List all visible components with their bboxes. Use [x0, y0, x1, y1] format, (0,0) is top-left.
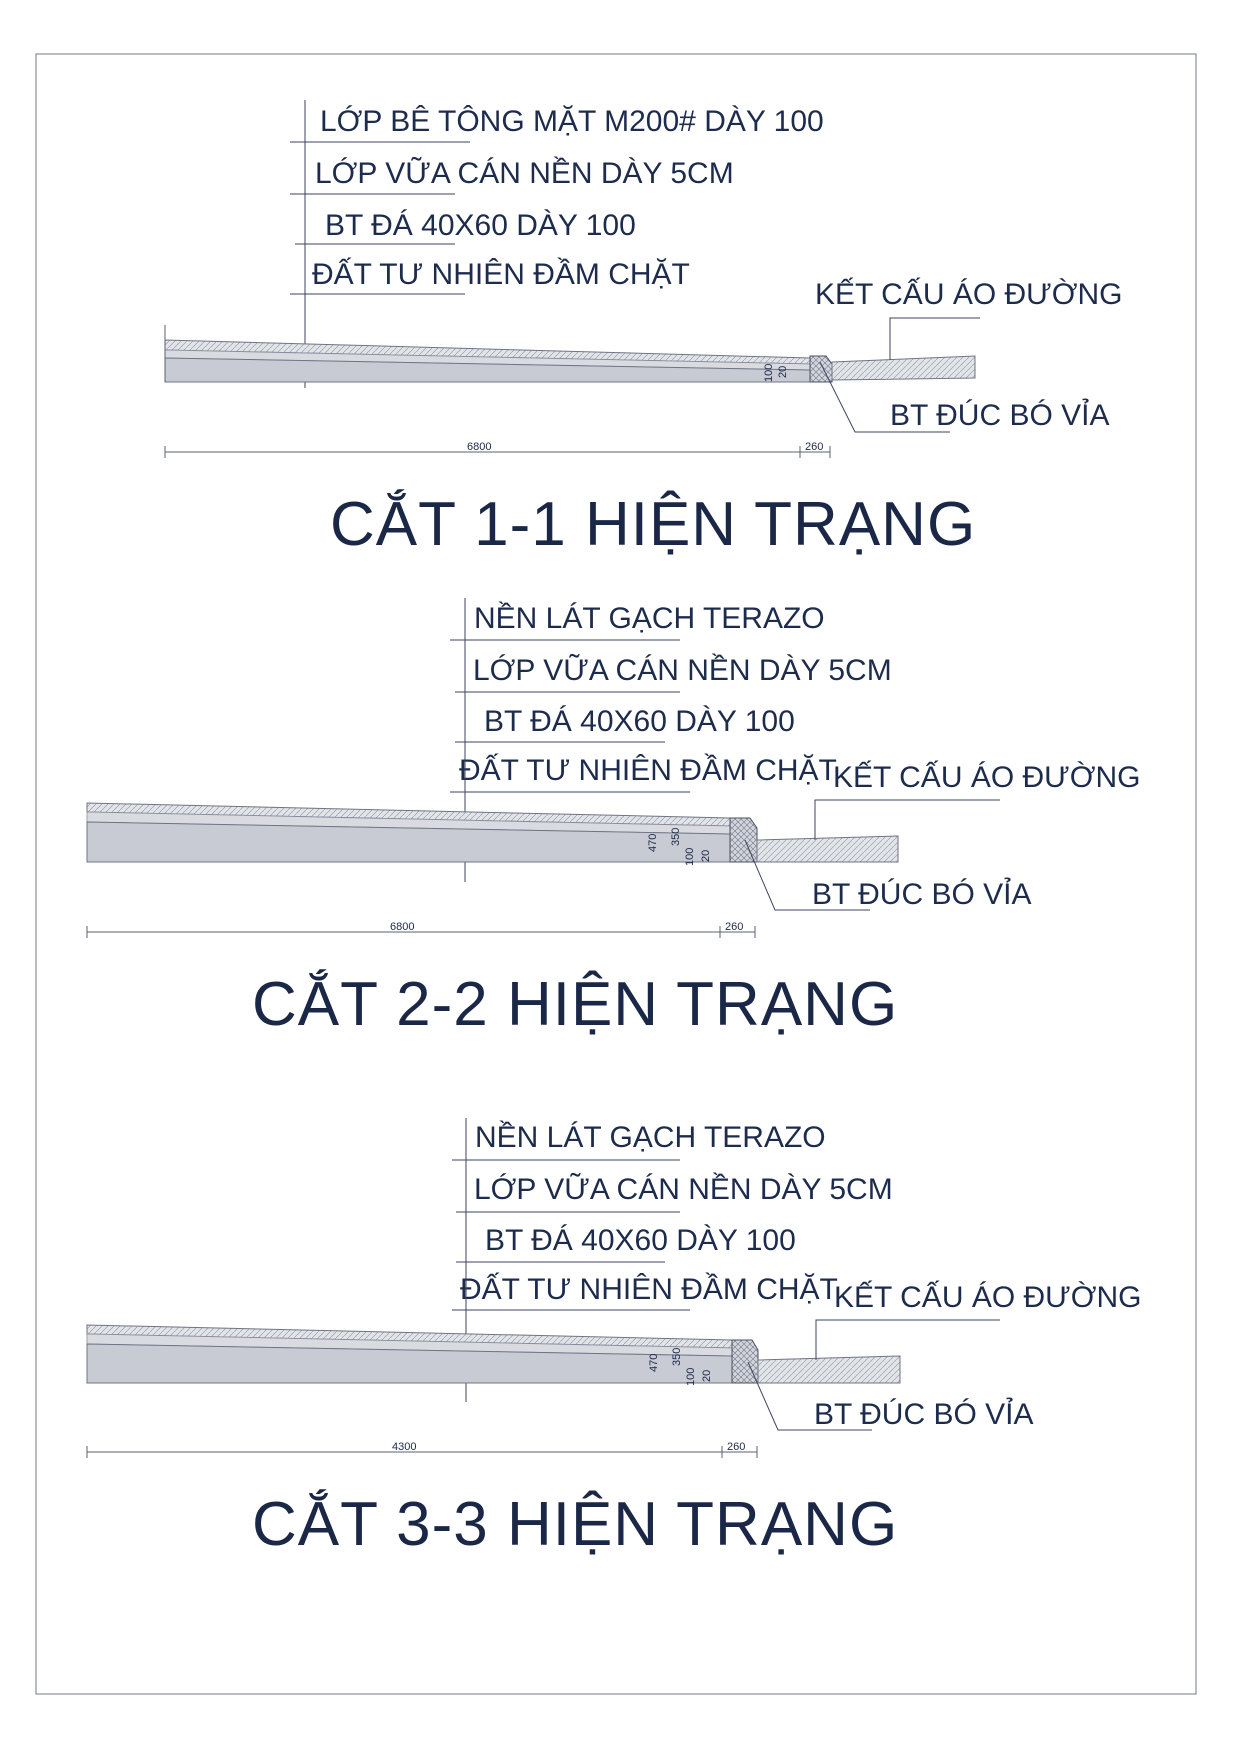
- road-structure-label: KẾT CẤU ÁO ĐƯỜNG: [815, 278, 1123, 311]
- layer-label: NỀN LÁT GẠCH TERAZO: [475, 1121, 826, 1154]
- road-structure-label: KẾT CẤU ÁO ĐƯỜNG: [834, 1281, 1142, 1314]
- road-leader: [890, 318, 980, 360]
- dimension-text: 6800: [390, 921, 415, 933]
- curb-label: BT ĐÚC BÓ VỈA: [890, 399, 1110, 432]
- dimension-line: [87, 1446, 757, 1458]
- layer-label: ĐẤT TƯ NHIÊN ĐẦM CHẶT: [460, 1273, 838, 1306]
- dimension-text: 6800: [467, 441, 492, 453]
- layer-label: BT ĐÁ 40X60 DÀY 100: [325, 209, 636, 242]
- section-3-3: [87, 1118, 1142, 1559]
- dimension-text: 260: [727, 1441, 746, 1453]
- road-pavement: [757, 836, 898, 862]
- dimension-text: 260: [805, 441, 824, 453]
- curb-label: BT ĐÚC BÓ VỈA: [812, 878, 1032, 911]
- section-1-1: [165, 100, 1123, 559]
- vertical-dimension: 470: [648, 1353, 660, 1372]
- section-title: CẮT 2-2 HIỆN TRẠNG: [252, 970, 899, 1039]
- vertical-dimension: 350: [670, 827, 682, 846]
- layer-label: LỚP BÊ TÔNG MẶT M200# DÀY 100: [320, 105, 824, 138]
- curb: [730, 818, 757, 862]
- layer-label: BT ĐÁ 40X60 DÀY 100: [484, 705, 795, 738]
- layer-label: LỚP VỮA CÁN NỀN DÀY 5CM: [474, 1173, 893, 1206]
- road-pavement: [758, 1356, 900, 1383]
- dimension-line: [87, 926, 755, 938]
- vertical-dimension: 350: [671, 1347, 683, 1366]
- section-title: CẮT 3-3 HIỆN TRẠNG: [252, 1490, 899, 1559]
- vertical-dimension: 100: [684, 847, 696, 866]
- road-leader: [815, 800, 1000, 840]
- dimension-text: 4300: [392, 1441, 417, 1453]
- layer-label: LỚP VỮA CÁN NỀN DÀY 5CM: [473, 654, 892, 687]
- vertical-dimension: 100: [685, 1367, 697, 1386]
- road-pavement: [832, 356, 975, 380]
- section-title: CẮT 1-1 HIỆN TRẠNG: [330, 490, 977, 559]
- layer-label: ĐẤT TƯ NHIÊN ĐẦM CHẶT: [459, 754, 837, 787]
- layer-label: ĐẤT TƯ NHIÊN ĐẦM CHẶT: [312, 258, 690, 291]
- dimension-line: [165, 446, 830, 458]
- road-structure-label: KẾT CẤU ÁO ĐƯỜNG: [833, 761, 1141, 794]
- vertical-dimension: 470: [647, 833, 659, 852]
- vertical-dimension: 20: [700, 849, 712, 862]
- vertical-dimension: 100: [763, 363, 775, 382]
- road-leader: [816, 1320, 1000, 1360]
- vertical-dimension: 20: [777, 365, 789, 378]
- curb: [810, 356, 832, 382]
- layer-label: BT ĐÁ 40X60 DÀY 100: [485, 1224, 796, 1257]
- dimension-text: 260: [725, 921, 744, 933]
- section-2-2: [87, 598, 1141, 1039]
- curb-label: BT ĐÚC BÓ VỈA: [814, 1398, 1034, 1431]
- vertical-dimension: 20: [701, 1369, 713, 1382]
- layer-label: NỀN LÁT GẠCH TERAZO: [474, 602, 825, 635]
- layer-label: LỚP VỮA CÁN NỀN DÀY 5CM: [315, 157, 734, 190]
